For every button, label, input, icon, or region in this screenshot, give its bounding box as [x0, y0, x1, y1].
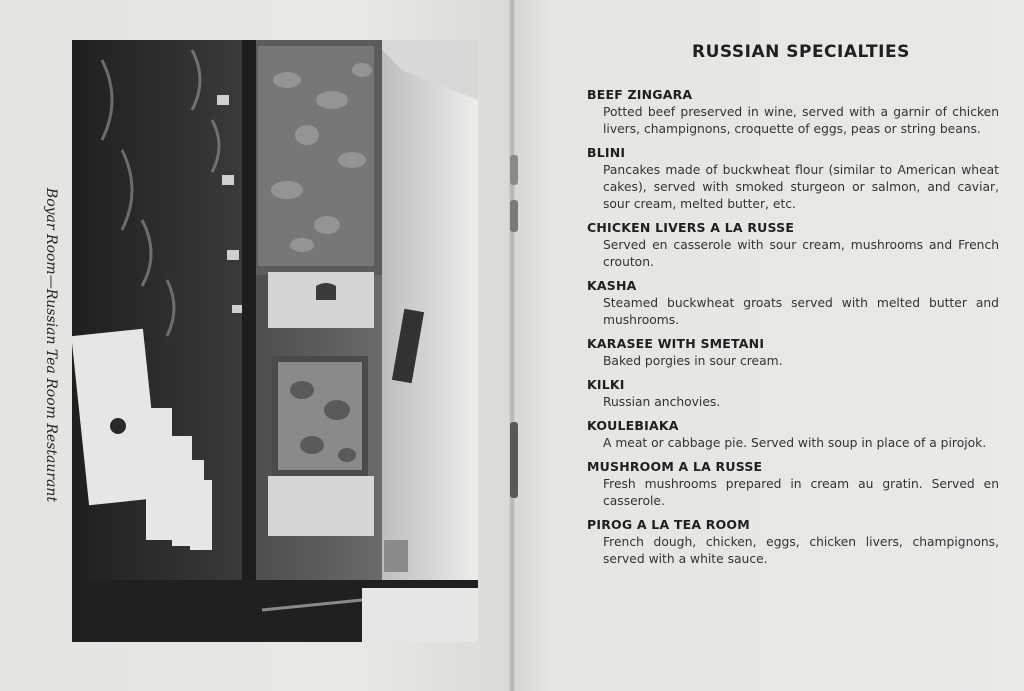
restaurant-photo-illustration	[72, 40, 478, 642]
menu-item	[587, 458, 999, 510]
menu-item-name: KOULEBIAKA	[587, 418, 679, 433]
menu-item-description: Baked porgies in sour cream.	[603, 354, 783, 368]
menu-item	[587, 335, 999, 370]
menu-item-name: MUSHROOM A LA RUSSE	[587, 459, 763, 474]
menu-item-description: Russian anchovies.	[603, 395, 721, 409]
menu-item	[587, 86, 999, 138]
menu-list	[587, 86, 999, 568]
staple	[510, 200, 518, 232]
section-heading: RUSSIAN SPECIALTIES	[692, 42, 910, 62]
menu-item-name: BEEF ZINGARA	[587, 87, 693, 102]
menu-item	[587, 376, 999, 411]
menu-item-description: Served en casserole with sour cream, mushrooms and French crouton.	[603, 238, 999, 269]
menu-item-name: KASHA	[587, 278, 637, 293]
menu-item	[587, 277, 999, 329]
menu-item	[587, 417, 999, 452]
menu-item-description: Potted beef preserved in wine, served with a garnir of chicken livers, champignons, croquette of eggs, peas or string beans.	[603, 105, 999, 136]
menu-item-description: Pancakes made of buckwheat flour (similar to American wheat cakes), served with smoked sturgeon or salmon, and caviar, sour cream, melted butter, etc.	[603, 163, 999, 211]
menu-item-name: PIROG A LA TEA ROOM	[587, 517, 750, 532]
staple	[510, 422, 518, 498]
menu-item-name: KARASEE WITH SMETANI	[587, 336, 765, 351]
menu-item	[587, 516, 999, 568]
menu-item-description: Fresh mushrooms prepared in cream au gratin. Served en casserole.	[603, 477, 999, 508]
restaurant-photo	[72, 40, 478, 642]
menu-item	[587, 144, 999, 213]
menu-item-name: CHICKEN LIVERS A LA RUSSE	[587, 220, 795, 235]
photo-caption: Boyar Room—Russian Tea Room Restaurant	[43, 187, 59, 503]
menu-item-description: French dough, chicken, eggs, chicken livers, champignons, served with a white sauce.	[603, 535, 999, 566]
menu-item-name: BLINI	[587, 145, 626, 160]
page-fold	[509, 0, 515, 691]
staple	[510, 155, 518, 185]
menu-item-description: A meat or cabbage pie. Served with soup in place of a pirojok.	[603, 436, 987, 450]
menu-item	[587, 219, 999, 271]
menu-item-description: Steamed buckwheat groats served with melted butter and mushrooms.	[603, 296, 999, 327]
menu-item-name: KILKI	[587, 377, 625, 392]
